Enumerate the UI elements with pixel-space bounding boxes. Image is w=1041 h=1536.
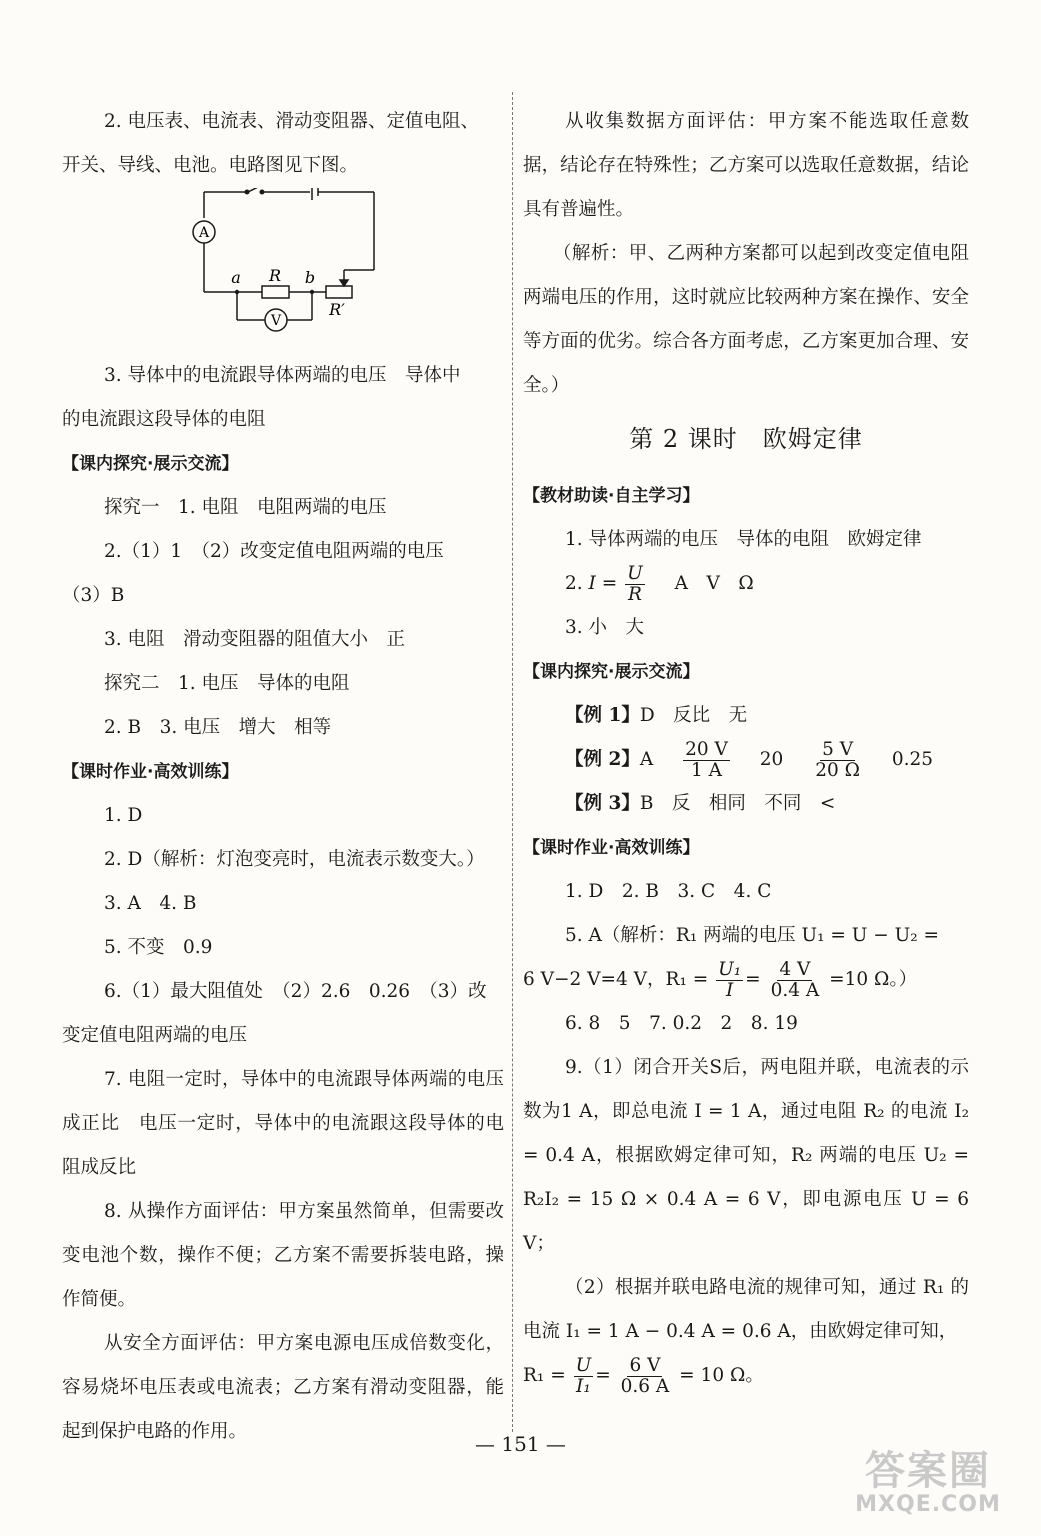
answer-line: 变定值电阻两端的电压 <box>62 1025 248 1046</box>
line: 2. B 3. 电压 增大 相等 <box>104 717 332 738</box>
answer-paragraph: （2）根据并联电路电流的规律可知，通过 R₁ 的电流 I₁ = 1 A − 0.4 A = 0.6 A，由欧姆定律可知， <box>523 1277 969 1342</box>
column-divider <box>512 92 513 1432</box>
line: 3. 导体中的电流跟导体两端的电压 导体中 <box>104 365 461 386</box>
var-i: I <box>588 573 596 594</box>
line: 探究二 1. 电压 导体的电阻 <box>104 673 350 694</box>
answer-line: 3. A 4. B <box>104 893 197 914</box>
line: 1. 导体两端的电压 导体的电阻 欧姆定律 <box>565 529 922 550</box>
fraction: $\frac{5 V}{20 \Omega}$ <box>815 738 860 781</box>
section-heading: 【课内探究·展示交流】 <box>523 662 700 682</box>
section-heading: 【教材助读·自主学习】 <box>523 486 700 506</box>
answer-line: 6.（1）最大阻值处 （2）2.6 0.26 （3）改 <box>104 981 487 1002</box>
line: （3）B <box>62 585 125 606</box>
circuit-svg <box>62 188 504 354</box>
page-number: — 151 — <box>475 1432 566 1456</box>
circuit-diagram <box>62 188 504 354</box>
example-line: 【例 3】B 反 相同 不同 < <box>565 793 836 814</box>
fraction: $\frac{\text{U₁}}{I}$ <box>718 958 742 1001</box>
answer-paragraph: 7. 电阻一定时，导体中的电流跟导体两端的电压成正比 电压一定时，导体中的电流跟这段导体的电阻成反比 <box>62 1069 504 1178</box>
answer-paragraph: （解析：甲、乙两种方案都可以起到改变定值电阻两端电压的作用，这时就应比较两种方案在操作、安全等方面的优劣。综合各方面考虑，乙方案更加合理、安全。） <box>523 243 969 396</box>
example-line: 【例 1】D 反比 无 <box>565 705 748 726</box>
fraction: $\frac{U}{\text{I₁}}$ <box>575 1354 592 1397</box>
line: 2.（1）1 （2）改变定值电阻两端的电压 <box>104 541 444 562</box>
answer-paragraph: 从收集数据方面评估：甲方案不能选取任意数据，结论存在特殊性；乙方案可以选取任意数据，结论具有普遍性。 <box>523 111 969 220</box>
item-number: 2. <box>565 573 589 594</box>
fraction: $\frac{6 V}{0.6 A}$ <box>620 1354 670 1397</box>
line: 3. 电阻 滑动变阻器的阻值大小 正 <box>104 629 406 650</box>
formula-line: 6 V−2 V=4 V，R₁ = $\frac{\text{U₁}}{I}$ = $\frac{4 V}{0.4 A}$ =10 Ω。） <box>523 958 918 1001</box>
ammeter-label: A <box>198 225 210 241</box>
answer-paragraph: 9.（1）闭合开关S后，两电阻并联，电流表的示数为1 A，即总电流 I = 1 A，通过电阻 R₂ 的电流 I₂ = 0.4 A，根据欧姆定律可知，R₂ 两端的电压 U₂ = R₂I₂ = 15 Ω × 0.4 A = 6 V，即电源电压 U = 6 V； <box>523 1057 969 1254</box>
left-column <box>62 100 504 1454</box>
answer-line: 5. A（解析：R₁ 两端的电压 U₁ = U − U₂ = <box>565 925 940 946</box>
rheostat-label: R′ <box>329 300 345 319</box>
line: 3. 小 大 <box>565 617 645 638</box>
node-b-label: b <box>304 268 316 287</box>
resistor-label: R <box>268 266 282 285</box>
answer-paragraph: 从安全方面评估：甲方案电源电压成倍数变化，容易烧坏电压表或电流表；乙方案有滑动变阻器，能起到保护电路的作用。 <box>62 1333 504 1442</box>
formula-line: 2. I = $\frac{U}{R}$ A V Ω <box>565 562 754 605</box>
answer-line: 2. D（解析：灯泡变亮时，电流表示数变大。） <box>104 849 485 870</box>
fraction: $\frac{4 V}{0.4 A}$ <box>770 958 820 1001</box>
lesson-title: 第 2 课时 欧姆定律 <box>629 425 863 453</box>
watermark-logo: 答案圈 MXQE.COM <box>855 1448 1001 1517</box>
answer-line: 1. D 2. B 3. C 4. C <box>565 881 772 902</box>
section-heading: 【课时作业·高效训练】 <box>523 838 700 858</box>
line: 探究一 1. 电阻 电阻两端的电压 <box>104 497 387 518</box>
example-line: 【例 2】A $\frac{20 V}{1 A}$ 20 $\frac{5 V}{20 \Omega}$ 0.25 <box>565 738 934 781</box>
answer-line: 1. D <box>104 805 143 826</box>
formula-line: R₁ = $\frac{U}{\text{I₁}}$ = $\frac{6 V}{0.6 A}$ = 10 Ω。 <box>523 1354 764 1397</box>
answer-line: 5. 不变 0.9 <box>104 937 213 958</box>
units: A V Ω <box>674 573 754 594</box>
answer-line: 6. 8 5 7. 0.2 2 8. 19 <box>565 1013 798 1034</box>
fraction: $\frac{20 V}{1 A}$ <box>685 738 728 781</box>
node-a-label: a <box>231 268 241 287</box>
section-heading: 【课内探究·展示交流】 <box>62 454 239 474</box>
line: 的电流跟这段导体的电阻 <box>62 409 266 430</box>
right-column <box>523 100 969 1398</box>
fraction: $\frac{U}{R}$ <box>627 562 643 605</box>
line: 开关、导线、电池。电路图见下图。 <box>62 155 359 176</box>
section-heading: 【课时作业·高效训练】 <box>62 762 239 782</box>
answer-paragraph: 8. 从操作方面评估：甲方案虽然简单，但需要改变电池个数，操作不便；乙方案不需要拆装电路，操作简便。 <box>62 1201 504 1310</box>
voltmeter-label: V <box>270 313 282 329</box>
line: 2. 电压表、电流表、滑动变阻器、定值电阻、 <box>104 111 480 132</box>
